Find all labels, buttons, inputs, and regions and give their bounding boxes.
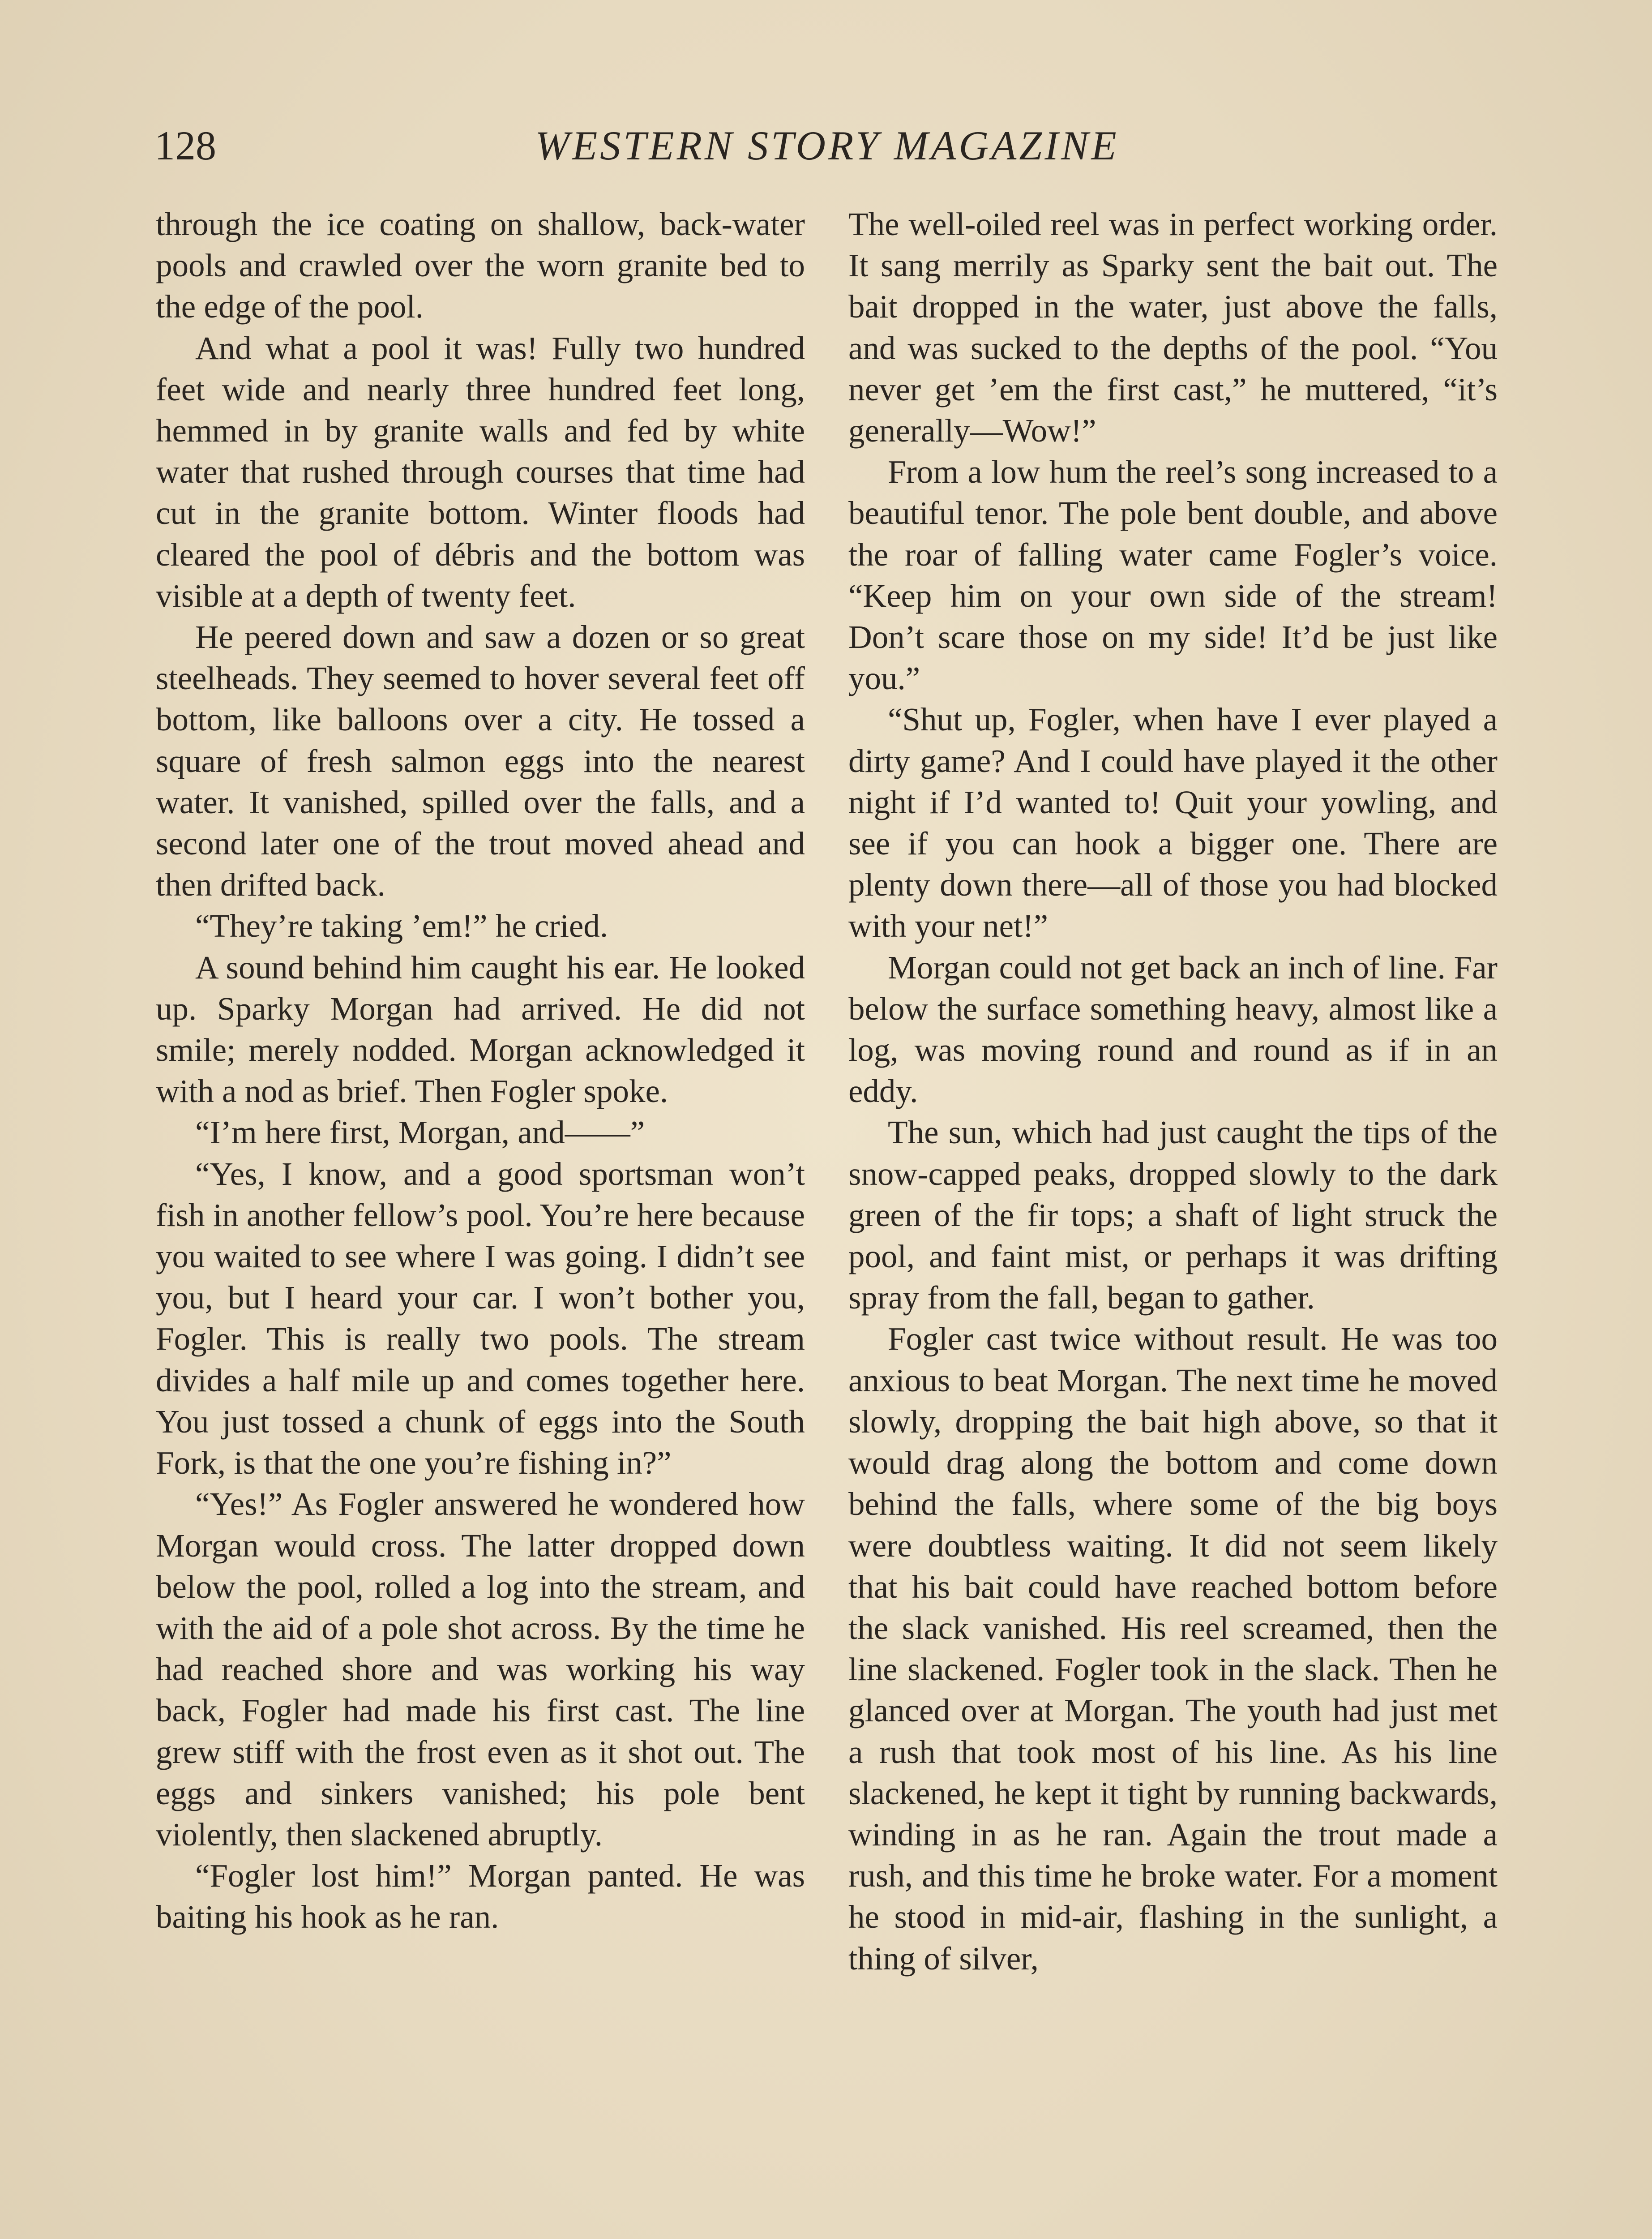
paragraph: And what a pool it was! Fully two hundred feet wide and nearly three hundred feet long, hemmed in by granite walls and fed by white water that rushed through courses that time had cut in the granite bottom. Winter floods had cleared the pool of débris and the bottom was visible at a depth of twenty feet. xyxy=(156,330,805,614)
paragraph: He peered down and saw a dozen or so great steelheads. They seemed to hover several feet off bottom, like balloons over a city. He tossed a square of fresh salmon eggs into the nearest water. It vanished, spilled over the falls, and a second later one of the trout moved ahead and then drifted back. xyxy=(156,619,805,903)
paragraph: “Shut up, Fogler, when have I ever played a dirty game? And I could have played it the other night if I’d wanted to! Quit your yowling, and see if you can hook a bigger one. There are plenty down there—all of those you had blocked with your net!” xyxy=(848,701,1498,944)
page-header xyxy=(154,121,1500,170)
paragraph: From a low hum the reel’s song increased to a beautiful tenor. The pole bent double, and above the roar of falling water came Fogler’s voice. “Keep him on your own side of the stream! Don’t scare those on my side! It’d be just like you.” xyxy=(848,454,1498,697)
page-number: 128 xyxy=(154,123,216,168)
paragraph: A sound behind him caught his ear. He looked up. Sparky Morgan had arrived. He did not smile; merely nodded. Morgan acknowledged it with a nod as brief. Then Fogler spoke. xyxy=(156,949,805,1110)
right-column xyxy=(848,204,1498,1979)
left-column xyxy=(156,204,805,1938)
paragraph: The sun, which had just caught the tips of the snow-capped peaks, dropped slowly to the dark green of the fir tops; a shaft of light struck the pool, and faint mist, or perhaps it was drifting spray from the fall, began to gather. xyxy=(848,1114,1498,1316)
paragraph: Morgan could not get back an inch of line. Far below the surface something heavy, almost like a log, was moving round and round as if in an eddy. xyxy=(848,949,1498,1110)
paragraph: The well-oiled reel was in perfect working order. It sang merrily as Sparky sent the bait out. The bait dropped in the water, just above the falls, and was sucked to the depths of the pool. “You never get ’em the first cast,” he muttered, “it’s generally—Wow!” xyxy=(848,206,1498,449)
paragraph: “Yes!” As Fogler answered he wondered how Morgan would cross. The latter dropped down below the pool, rolled a log into the stream, and with the aid of a pole shot across. By the time he had reached shore and was working his way back, Fogler had made his first cast. The line grew stiff with the frost even as it shot out. The eggs and sinkers vanished; his pole bent violently, then slackened abruptly. xyxy=(156,1486,805,1853)
paragraph: “Fogler lost him!” Morgan panted. He was baiting his hook as he ran. xyxy=(156,1857,805,1935)
paragraph: “Yes, I know, and a good sportsman won’t fish in another fellow’s pool. You’re here because you waited to see where I was going. I didn’t see you, but I heard your car. I won’t bother you, Fogler. This is really two pools. The stream divides a half mile up and comes together here. You just tossed a chunk of eggs into the South Fork, is that the one you’re fishing in?” xyxy=(156,1155,805,1481)
paragraph: “I’m here first, Morgan, and——” xyxy=(195,1114,645,1151)
paragraph: Fogler cast twice without result. He was too anxious to beat Morgan. The next time he moved slowly, dropping the bait high above, so that it would drag along the bottom and come down behind the falls, where some of the big boys were doubtless waiting. It did not seem likely that his bait could have reached bottom before the slack vanished. His reel screamed, then the line slackened. Fogler took in the slack. Then he glanced over at Morgan. The youth had just met a rush that took most of his line. As his line slackened, he kept it tight by running backwards, winding in as he ran. Again the trout made a rush, and this time he broke water. For a moment he stood in mid-air, flashing in the sunlight, a thing of silver, xyxy=(848,1321,1498,1977)
paragraph: through the ice coating on shallow, back-water pools and crawled over the worn granite bed to the edge of the pool. xyxy=(156,206,805,325)
paragraph: “They’re taking ’em!” he cried. xyxy=(195,908,608,944)
running-head: WESTERN STORY MAGAZINE xyxy=(535,123,1119,168)
